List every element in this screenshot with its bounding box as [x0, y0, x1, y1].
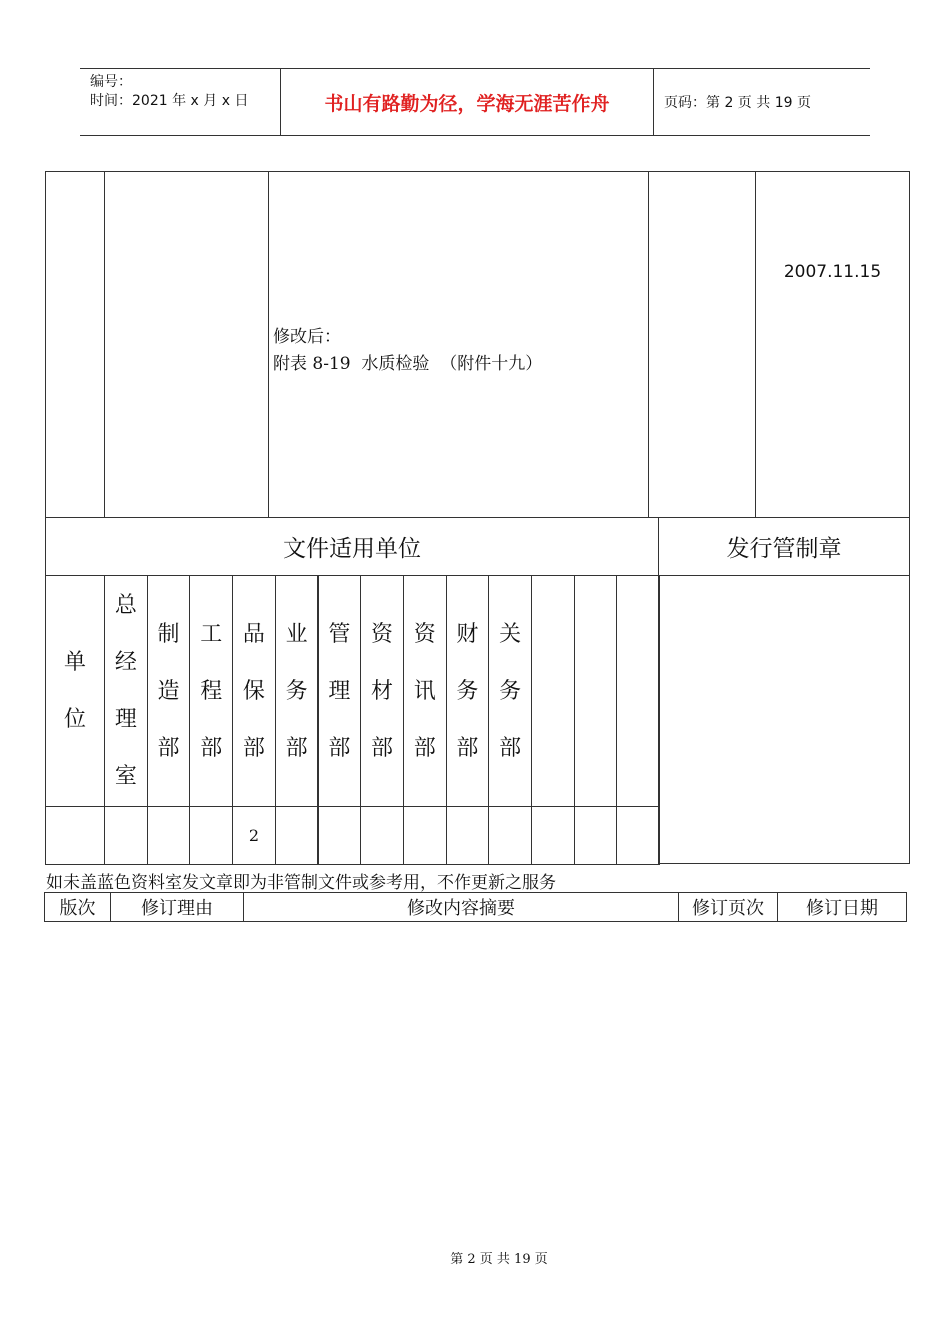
unit-name-cell	[360, 575, 404, 807]
unit-name: 关 务 部	[499, 621, 522, 761]
rev-col-content	[268, 171, 649, 518]
rev-col-pages	[648, 171, 756, 518]
unit-name-cell	[403, 575, 447, 807]
page-header	[80, 68, 870, 136]
unit-name-cell	[531, 575, 575, 807]
rev-header-date: 修订日期	[777, 892, 907, 922]
unit-name: 品 保 部	[242, 621, 265, 761]
unit-name-cell	[574, 575, 618, 807]
rev-col-2	[104, 171, 269, 518]
seal-title: 发行管制章	[658, 517, 910, 576]
unit-name-cell	[189, 575, 233, 807]
header-page-info: 页码：第 2 页 共 19 页	[664, 95, 811, 111]
unit-count-cell	[189, 806, 233, 865]
unit-count-cell	[574, 806, 618, 865]
revision-date: 2007.11.15	[783, 262, 882, 282]
unit-count-cell	[446, 806, 490, 865]
unit-count-cell	[104, 806, 148, 865]
rev-header-summary: 修改内容摘要	[243, 892, 679, 922]
unit-name: 资 讯 部	[413, 621, 436, 761]
rev-header-pages: 修订页次	[678, 892, 778, 922]
rev-header-reason: 修订理由	[110, 892, 244, 922]
units-count-label-cell	[45, 806, 105, 865]
unit-name: 资 材 部	[371, 621, 394, 761]
unit-name-cell	[446, 575, 490, 807]
unit-name-cell	[318, 575, 362, 807]
unit-count-cell: 2	[232, 806, 276, 865]
rev-col-date	[755, 171, 910, 518]
unit-name: 总 经 理 室	[114, 593, 137, 789]
unit-name-cell	[275, 575, 319, 807]
units-row-label-text: 单 位	[63, 650, 86, 732]
unit-count-cell	[616, 806, 660, 865]
unit-name: 业 务 部	[285, 621, 308, 761]
unit-name: 财 务 部	[456, 621, 479, 761]
seal-area	[658, 575, 910, 864]
applicable-units-title: 文件适用单位	[45, 517, 659, 576]
units-row-label	[45, 575, 105, 807]
header-motto: 书山有路勤为径，学海无涯苦作舟	[281, 69, 654, 135]
unit-count-cell	[275, 806, 319, 865]
unit-name-cell	[616, 575, 660, 807]
unit-count-cell	[488, 806, 532, 865]
unit-count-cell	[403, 806, 447, 865]
after-label: 修改后：	[273, 327, 341, 347]
unit-name-cell	[104, 575, 148, 807]
unit-count-cell	[531, 806, 575, 865]
time-label: 时间：2021 年 x 月 x 日	[90, 93, 249, 109]
rev-header-version: 版次	[44, 892, 111, 922]
unit-name: 制 造 部	[157, 621, 180, 761]
number-label: 编号：	[90, 74, 132, 90]
unit-name-cell	[147, 575, 191, 807]
after-text: 附表 8-19 水质检验 （附件十九）	[273, 354, 543, 374]
unit-count-cell	[318, 806, 362, 865]
unit-name-cell	[488, 575, 532, 807]
unit-count-cell	[360, 806, 404, 865]
rev-col-1	[45, 171, 105, 518]
unit-count-cell	[147, 806, 191, 865]
unit-name: 工 程 部	[200, 621, 223, 761]
unit-name-cell	[232, 575, 276, 807]
header-meta	[80, 69, 281, 135]
page-footer: 第 2 页 共 19 页	[450, 1252, 548, 1267]
control-note: 如未盖蓝色资料室发文章即为非管制文件或参考用，不作更新之服务	[46, 873, 556, 893]
unit-name: 管 理 部	[328, 621, 351, 761]
